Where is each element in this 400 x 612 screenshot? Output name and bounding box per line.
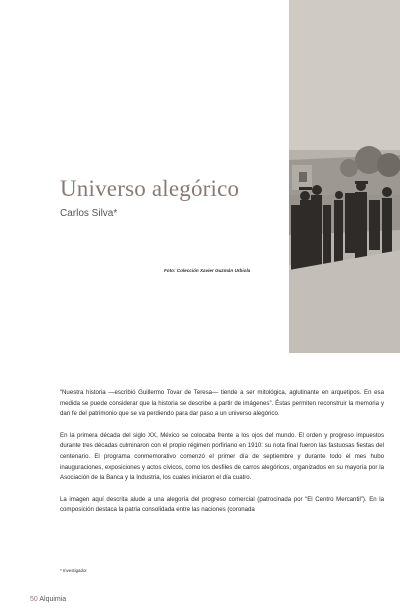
journal-name: Alquimia — [39, 596, 67, 603]
body-paragraph: La imagen aquí descrita alude a una alegoría del progreso comercial (patrocinada por “El Centro Mercantil”). En la composición destaca la patria consolidada entre las naciones (coronada — [60, 495, 384, 514]
page-footer — [30, 596, 66, 603]
article-body — [60, 388, 384, 527]
photo-credit: Foto: Colección Xavier Guzmán Urbiola — [164, 268, 251, 273]
body-paragraph: En la primera década del siglo XX, México se colocaba frente a los ojos del mundo. El orden y progreso impuestos durante tres décadas culminaron con el propio régimen porfiriano en 1910: su nota final fueron las fastuosas fiestas del centenario. El programa conmemorativo comenzó el primer día de septiembre y durante todo el mes hubo inauguraciones, exposiciones y actos cívicos, como los desfiles de carros alegóricos, organizados en su mayoría por la Asociación de la Banca y la Industria, los cuales iniciaron el día cuatro. — [60, 431, 384, 482]
body-paragraph: “Nuestra historia —escribió Guillermo Tovar de Teresa— tiende a ser mitológica, aglutinante en arquetipos. En esa medida se puede considerar que la historia se describe a partir de imágenes”. Éstas permiten reconstruir la memoria y dan fe del patrimonio que se va perdiendo para dar paso a un universo alegórico. — [60, 389, 384, 418]
article-title: Universo alegórico — [60, 176, 240, 201]
footnote: * Investigador — [60, 568, 87, 573]
historical-photograph — [289, 0, 400, 353]
parade-crowd-image — [289, 0, 400, 353]
author-name: Carlos Silva* — [60, 208, 118, 219]
page-number: 50 — [30, 596, 38, 603]
